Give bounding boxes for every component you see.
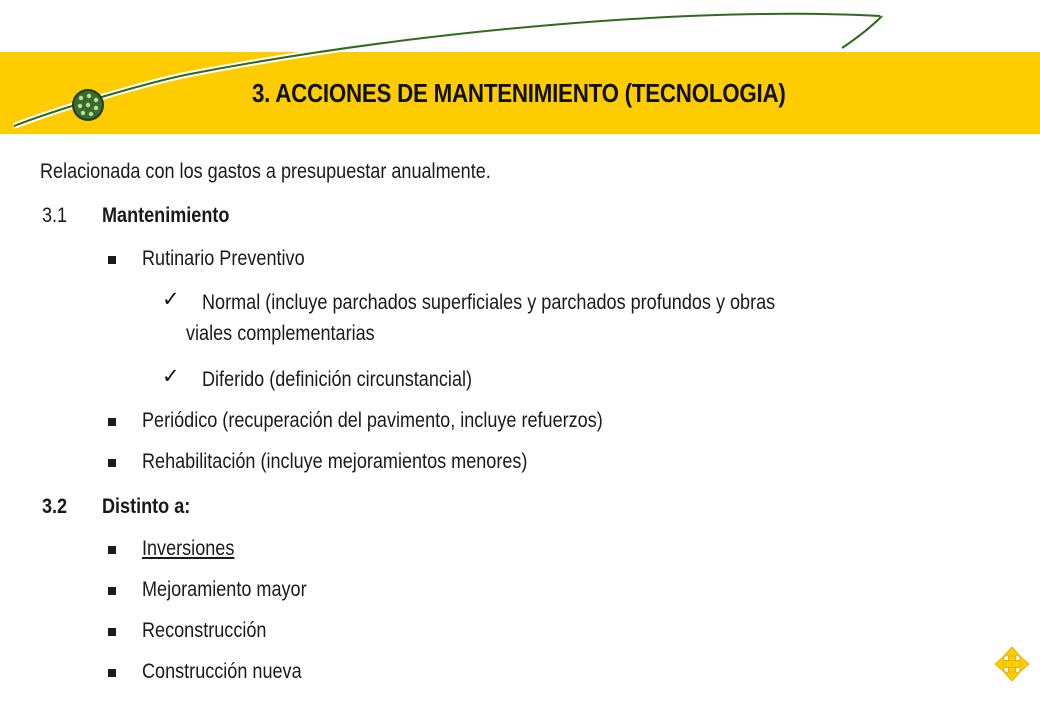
- checkmark-icon: ✓: [162, 364, 180, 388]
- sub-list-item: Normal (incluye parchados superficiales y parchados profundos y obras: [202, 291, 776, 314]
- square-bullet-icon: [108, 418, 116, 426]
- square-bullet-icon: [108, 587, 116, 595]
- list-item: Periódico (recuperación del pavimento, incluye refuerzos): [142, 409, 603, 432]
- intro-text: Relacionada con los gastos a presupuestar anualmente.: [40, 160, 491, 183]
- checkmark-icon: ✓: [162, 287, 180, 311]
- inversiones-link[interactable]: Inversiones: [142, 537, 235, 560]
- list-item: Rehabilitación (incluye mejoramientos menores): [142, 450, 528, 473]
- section-heading: Mantenimiento: [102, 204, 230, 227]
- four-arrows-move-icon[interactable]: [994, 646, 1030, 682]
- list-item: Construcción nueva: [142, 660, 302, 683]
- section-number: 3.1: [42, 204, 68, 227]
- sub-list-item-continuation: viales complementarias: [186, 322, 375, 345]
- square-bullet-icon: [108, 459, 116, 467]
- green-globe-icon: [0, 0, 130, 140]
- square-bullet-icon: [108, 669, 116, 677]
- decorative-curve: [0, 0, 1040, 140]
- square-bullet-icon: [108, 256, 116, 264]
- slide-title: 3. ACCIONES DE MANTENIMIENTO (TECNOLOGIA): [252, 78, 786, 108]
- sub-list-item: Diferido (definición circunstancial): [202, 368, 473, 391]
- list-item: Mejoramiento mayor: [142, 578, 307, 601]
- square-bullet-icon: [108, 628, 116, 636]
- square-bullet-icon: [108, 546, 116, 554]
- list-item: Rutinario Preventivo: [142, 247, 305, 270]
- list-item: Reconstrucción: [142, 619, 267, 642]
- section-heading: Distinto a:: [102, 495, 191, 518]
- section-number: 3.2: [42, 495, 68, 518]
